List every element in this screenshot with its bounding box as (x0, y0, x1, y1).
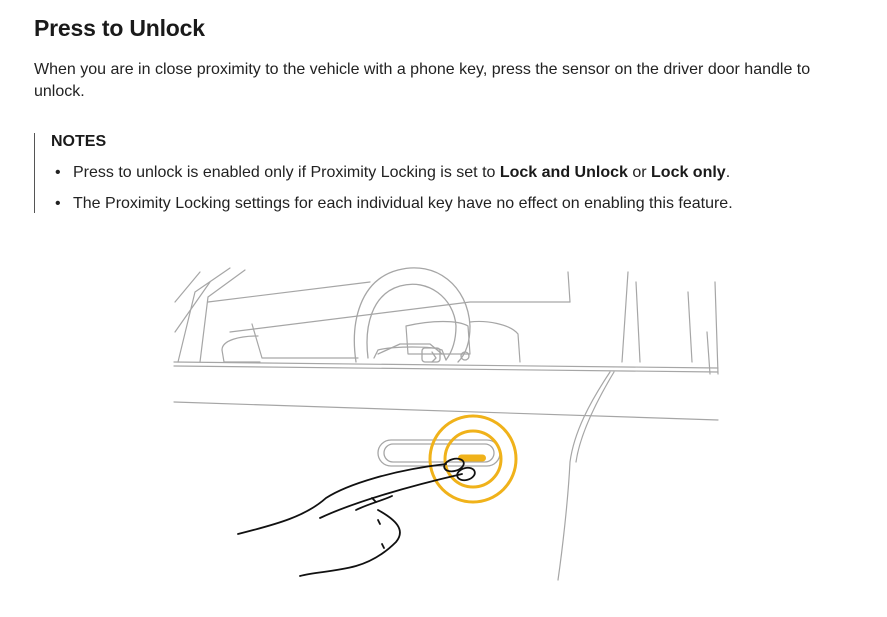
notes-heading: NOTES (51, 133, 107, 150)
notes-list (51, 157, 854, 219)
section-title: Press to Unlock (34, 15, 205, 41)
bullet-icon: • (55, 164, 61, 181)
intro-paragraph: When you are in close proximity to the vehicle with a phone key, press the sensor on the driver door handle to unlock. (34, 61, 811, 100)
bullet-icon: • (55, 195, 61, 212)
note-emphasis: Lock and Unlock (499, 164, 628, 181)
note-text: Press to unlock is enabled only if Proximity Locking is set to (73, 164, 500, 181)
note-item (51, 157, 854, 188)
hand-icon (238, 457, 476, 576)
door-handle-illustration (170, 262, 722, 582)
note-text: The Proximity Locking settings for each individual key have no effect on enabling this feature. (73, 195, 733, 212)
note-text: or (627, 164, 652, 181)
notes-callout (34, 133, 854, 213)
door-handle (378, 440, 500, 466)
note-text: . (725, 164, 731, 181)
door-body (174, 362, 718, 580)
note-item (51, 188, 854, 219)
steering-wheel (354, 268, 470, 362)
note-emphasis: Lock only (651, 164, 726, 181)
